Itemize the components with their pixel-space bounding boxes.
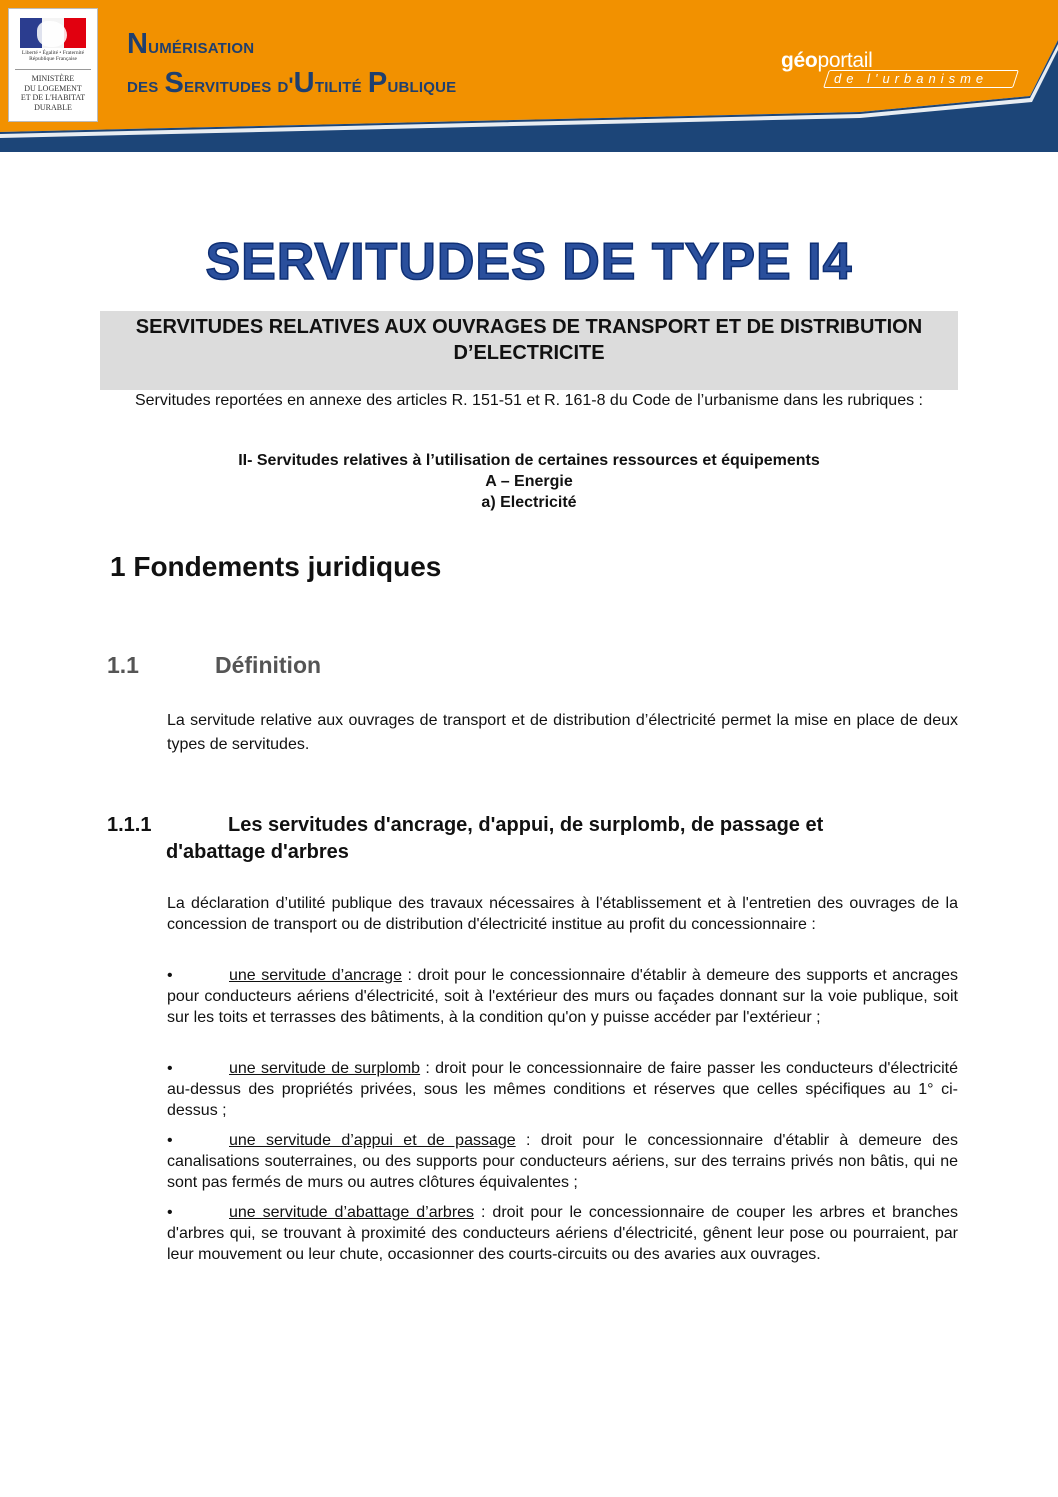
header-banner bbox=[0, 0, 1058, 152]
geoportail-logo: géoportail bbox=[781, 49, 873, 72]
section-title: Définition bbox=[215, 652, 322, 678]
banner-title-line1: Numérisation bbox=[127, 28, 255, 60]
banner-title bbox=[127, 26, 456, 104]
bullet-term: une servitude d’abattage d’arbres bbox=[229, 1204, 475, 1221]
bullet-item bbox=[167, 1130, 958, 1193]
section-title: Les servitudes d'ancrage, d'appui, de surplomb, de passage et bbox=[228, 814, 824, 836]
section-number: 1.1 bbox=[107, 652, 139, 678]
page-title: SERVITUDES DE TYPE I4 bbox=[205, 233, 853, 291]
annex-note: Servitudes reportées en annexe des articles R. 151-51 et R. 161-8 du Code de l’urbanisme dans les rubriques : bbox=[134, 392, 923, 409]
rubrique-line: a) Electricité bbox=[481, 494, 577, 511]
bullet-item bbox=[167, 965, 958, 1028]
rubrique-block bbox=[0, 450, 1058, 513]
banner-title-line2: des Servitudes d'Utilité Publique bbox=[127, 67, 457, 99]
republique-francaise-text: Liberté • Égalité • Fraternité République Française bbox=[21, 50, 85, 62]
bullet-text: : droit pour le concessionnaire de couper les arbres et branches d'arbres qui, se trouvant à proximité des conducteurs aériens d'électricité, gênent leur pose ou pourraient, par leur mouvement ou leur chute, occasionner des courts-circuits ou des avaries aux ouvrages. bbox=[167, 1204, 958, 1263]
bullet-text: : droit pour le concessionnaire de faire passer les conducteurs d'électricité au-dessus des propriétés privées, sous les mêmes conditions et réserves que celles spécifiques au 1° ci-dessus ; bbox=[167, 1060, 958, 1119]
rubrique-line: A – Energie bbox=[485, 473, 573, 490]
bullet-term: une servitude d’ancrage bbox=[229, 967, 402, 984]
bullet-text: : droit pour le concessionnaire d'établir à demeure des supports et ancrages pour conducteurs aériens d'électricité, soit à l'extérieur des murs ou façades donnant sur la voie publique, soit sur les toits et terrasses des bâtiments, à la condition qu'on y puisse accéder par l'extérieur ; bbox=[167, 967, 959, 1026]
section-heading-1: 1 Fondements juridiques bbox=[110, 551, 442, 582]
bullet-term: une servitude de surplomb bbox=[229, 1060, 421, 1077]
definition-paragraph: La servitude relative aux ouvrages de transport et de distribution d’électricité permet la mise en place de deux types de servitudes. bbox=[167, 712, 958, 753]
ministry-name: MINISTÈRE DU LOGEMENT ET DE L'HABITAT DURABLE bbox=[20, 74, 86, 112]
ministry-logo bbox=[8, 8, 98, 122]
declaration-paragraph: La déclaration d’utilité publique des travaux nécessaires à l'établissement et à l'entretien des ouvrages de la concession de transport ou de distribution d'électricité institue au profit du concessionnaire : bbox=[167, 895, 958, 933]
marianne-icon bbox=[37, 21, 67, 47]
page-subtitle: SERVITUDES RELATIVES AUX OUVRAGES DE TRANSPORT ET DE DISTRIBUTION D’ELECTRICITE bbox=[135, 316, 923, 364]
section-number: 1.1.1 bbox=[107, 814, 152, 836]
urbanisme-text: de l'urbanisme bbox=[834, 71, 989, 86]
bullet-icon: • bbox=[167, 1132, 173, 1149]
section-heading-1-1 bbox=[107, 648, 321, 682]
section-title-continued: d'abattage d'arbres bbox=[166, 841, 349, 863]
bullet-text: : droit pour le concessionnaire d'établir à demeure des canalisations souterraines, ou des supports pour conducteurs aériens, sur des terrains privés non bâtis, qui ne sont pas fermés de murs ou autres clôtures équivalentes ; bbox=[167, 1132, 958, 1191]
logo-divider bbox=[15, 69, 91, 70]
bullet-icon: • bbox=[167, 967, 173, 984]
bullet-term: une servitude d’appui et de passage bbox=[229, 1132, 516, 1149]
bullet-icon: • bbox=[167, 1060, 173, 1077]
section-heading-1-1-1 bbox=[107, 812, 958, 866]
rubrique-line: II- Servitudes relatives à l’utilisation de certaines ressources et équipements bbox=[238, 452, 820, 469]
bullet-item bbox=[167, 1058, 958, 1121]
bullet-icon: • bbox=[167, 1204, 173, 1221]
bullet-item bbox=[167, 1202, 958, 1265]
